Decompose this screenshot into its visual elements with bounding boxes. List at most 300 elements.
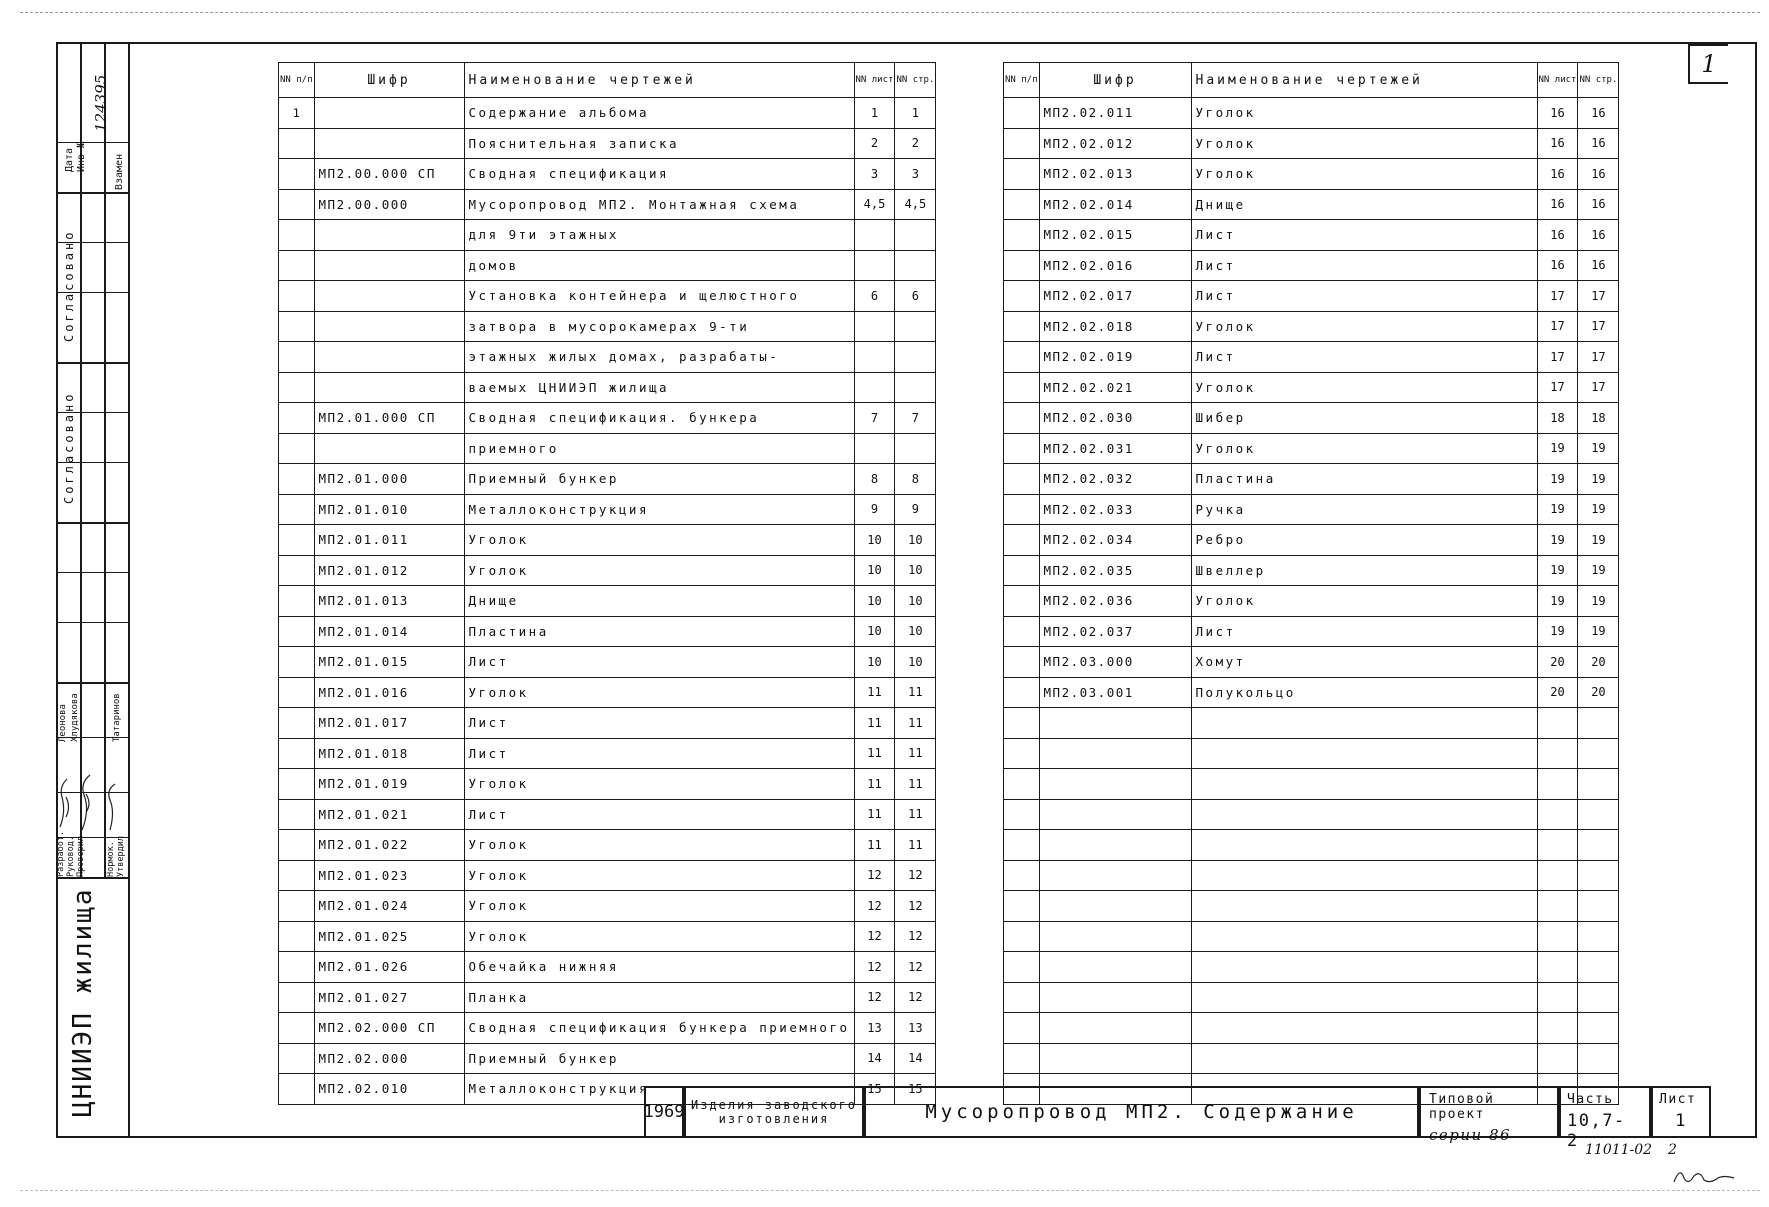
agreed-label-2: Согласовано — [62, 391, 76, 504]
footer-number: 2 — [1668, 1142, 1677, 1158]
row-title: домов — [464, 250, 854, 281]
row-code — [314, 372, 464, 403]
row-title — [1191, 891, 1537, 922]
table-row — [279, 891, 936, 922]
row-code: МП2.02.014 — [1039, 189, 1191, 220]
header-sheet: NN лист — [1537, 63, 1578, 98]
row-number — [279, 1043, 315, 1074]
row-number — [1004, 830, 1040, 861]
row-sheet: 11 — [854, 708, 895, 739]
table-row — [1004, 525, 1619, 556]
row-code — [1039, 860, 1191, 891]
row-page: 20 — [1578, 647, 1619, 678]
title-category: Изделия заводского изготовления — [690, 1098, 858, 1126]
row-title: Уголок — [464, 677, 854, 708]
row-number — [279, 159, 315, 190]
row-number — [1004, 860, 1040, 891]
row-number — [1004, 464, 1040, 495]
table-row — [279, 281, 936, 312]
row-code: МП2.02.011 — [1039, 98, 1191, 129]
row-code: МП2.01.018 — [314, 738, 464, 769]
row-page — [895, 220, 936, 251]
row-title: Лист — [464, 647, 854, 678]
row-code: МП2.00.000 — [314, 189, 464, 220]
row-number — [279, 891, 315, 922]
row-number — [1004, 250, 1040, 281]
row-page: 17 — [1578, 372, 1619, 403]
row-code: МП2.01.025 — [314, 921, 464, 952]
row-sheet: 11 — [854, 830, 895, 861]
row-number — [1004, 555, 1040, 586]
row-page: 10 — [895, 525, 936, 556]
row-sheet — [1537, 1043, 1578, 1074]
row-title: Уголок — [1191, 433, 1537, 464]
row-number — [279, 1074, 315, 1105]
table-row — [279, 586, 936, 617]
row-page: 11 — [895, 769, 936, 800]
row-title: Пояснительная записка — [464, 128, 854, 159]
row-sheet — [854, 311, 895, 342]
organization-name: ЦНИИЭП жилища — [68, 887, 98, 1117]
row-number — [1004, 342, 1040, 373]
row-number — [279, 220, 315, 251]
row-title: Уголок — [464, 830, 854, 861]
row-code: МП2.01.013 — [314, 586, 464, 617]
row-code — [1039, 891, 1191, 922]
row-code: МП2.02.035 — [1039, 555, 1191, 586]
row-page: 10 — [895, 586, 936, 617]
row-title: Ребро — [1191, 525, 1537, 556]
row-code: МП2.02.034 — [1039, 525, 1191, 556]
row-number — [279, 830, 315, 861]
row-sheet: 19 — [1537, 616, 1578, 647]
title-project-cell — [1419, 1086, 1559, 1144]
row-page — [895, 311, 936, 342]
row-sheet: 20 — [1537, 677, 1578, 708]
row-page: 16 — [1578, 220, 1619, 251]
row-code: МП2.02.033 — [1039, 494, 1191, 525]
row-code: МП2.02.015 — [1039, 220, 1191, 251]
row-number — [279, 311, 315, 342]
row-code — [1039, 738, 1191, 769]
role-developer: Разработ. — [56, 830, 66, 877]
row-sheet: 17 — [1537, 311, 1578, 342]
row-code — [314, 342, 464, 373]
row-page: 19 — [1578, 464, 1619, 495]
table-row — [1004, 220, 1619, 251]
table-row — [279, 464, 936, 495]
row-sheet: 8 — [854, 464, 895, 495]
row-sheet: 16 — [1537, 128, 1578, 159]
table-row — [279, 830, 936, 861]
row-sheet — [854, 342, 895, 373]
row-sheet — [1537, 708, 1578, 739]
row-code — [1039, 952, 1191, 983]
row-title: Хомут — [1191, 647, 1537, 678]
row-code — [314, 220, 464, 251]
row-number — [1004, 98, 1040, 129]
row-sheet: 12 — [854, 860, 895, 891]
row-number — [279, 494, 315, 525]
row-title: для 9ти этажных — [464, 220, 854, 251]
row-title: Днище — [1191, 189, 1537, 220]
table-row — [1004, 403, 1619, 434]
row-code: МП2.01.015 — [314, 647, 464, 678]
row-code: МП2.01.026 — [314, 952, 464, 983]
row-title — [1191, 708, 1537, 739]
row-sheet: 19 — [1537, 464, 1578, 495]
row-code: МП2.02.030 — [1039, 403, 1191, 434]
row-page: 19 — [1578, 616, 1619, 647]
row-sheet: 17 — [1537, 342, 1578, 373]
row-code: МП2.01.019 — [314, 769, 464, 800]
role-checker: Проверил — [76, 836, 86, 877]
row-page — [1578, 891, 1619, 922]
row-title: затвора в мусорокамерах 9-ти — [464, 311, 854, 342]
row-code: МП2.01.022 — [314, 830, 464, 861]
table-row — [279, 494, 936, 525]
title-main-cell — [864, 1086, 1419, 1138]
row-title: Уголок — [464, 555, 854, 586]
row-title: Сводная спецификация. бункера — [464, 403, 854, 434]
row-code: МП2.01.014 — [314, 616, 464, 647]
title-category-cell — [684, 1086, 864, 1138]
row-page: 17 — [1578, 311, 1619, 342]
row-number — [279, 860, 315, 891]
table-row — [1004, 769, 1619, 800]
table-row — [1004, 189, 1619, 220]
header-code: Шифр — [1039, 63, 1191, 98]
table-row — [1004, 616, 1619, 647]
row-sheet — [1537, 891, 1578, 922]
table-row — [279, 1043, 936, 1074]
row-page: 14 — [895, 1043, 936, 1074]
row-title: ваемых ЦНИИЭП жилища — [464, 372, 854, 403]
row-title — [1191, 921, 1537, 952]
header-page: NN стр. — [895, 63, 936, 98]
table-row — [279, 189, 936, 220]
title-part-label: Часть — [1567, 1092, 1614, 1107]
table-row — [1004, 647, 1619, 678]
table-row — [279, 433, 936, 464]
row-code: МП2.02.031 — [1039, 433, 1191, 464]
row-sheet: 3 — [854, 159, 895, 190]
table-row — [279, 708, 936, 739]
row-sheet: 4,5 — [854, 189, 895, 220]
row-title — [1191, 1013, 1537, 1044]
row-page — [895, 342, 936, 373]
row-sheet: 14 — [854, 1043, 895, 1074]
table-row — [1004, 799, 1619, 830]
row-number — [279, 372, 315, 403]
row-title: Мусоропровод МП2. Монтажная схема — [464, 189, 854, 220]
row-number — [1004, 921, 1040, 952]
row-sheet: 17 — [1537, 281, 1578, 312]
row-title: Уголок — [1191, 98, 1537, 129]
row-title — [1191, 738, 1537, 769]
row-code — [1039, 799, 1191, 830]
row-number — [1004, 1013, 1040, 1044]
row-page — [895, 250, 936, 281]
row-number — [1004, 311, 1040, 342]
title-year: 1969 — [643, 1102, 685, 1122]
row-title: Металлоконструкция — [464, 1074, 854, 1105]
row-code: МП2.01.016 — [314, 677, 464, 708]
row-code — [1039, 769, 1191, 800]
row-page: 11 — [895, 738, 936, 769]
row-title: Установка контейнера и щелюстного — [464, 281, 854, 312]
row-title: Уголок — [464, 891, 854, 922]
row-title — [1191, 982, 1537, 1013]
row-sheet: 15 — [854, 1074, 895, 1105]
row-page: 17 — [1578, 281, 1619, 312]
row-page: 20 — [1578, 677, 1619, 708]
table-row — [1004, 372, 1619, 403]
row-page: 19 — [1578, 586, 1619, 617]
row-title: Лист — [464, 708, 854, 739]
table-row — [1004, 891, 1619, 922]
row-sheet — [1537, 952, 1578, 983]
row-sheet: 7 — [854, 403, 895, 434]
table-row — [1004, 128, 1619, 159]
row-page — [1578, 738, 1619, 769]
row-title: Уголок — [1191, 311, 1537, 342]
row-sheet: 16 — [1537, 220, 1578, 251]
row-sheet: 6 — [854, 281, 895, 312]
row-page: 4,5 — [895, 189, 936, 220]
header-code: Шифр — [314, 63, 464, 98]
row-page: 1 — [895, 98, 936, 129]
header-name: Наименование чертежей — [464, 63, 854, 98]
row-title: Лист — [1191, 616, 1537, 647]
row-page: 8 — [895, 464, 936, 495]
row-title: Уголок — [1191, 159, 1537, 190]
row-number — [279, 464, 315, 495]
row-number — [279, 738, 315, 769]
row-sheet: 16 — [1537, 98, 1578, 129]
table-row — [279, 1013, 936, 1044]
row-number — [279, 647, 315, 678]
row-sheet: 1 — [854, 98, 895, 129]
row-number — [279, 982, 315, 1013]
row-sheet — [1537, 830, 1578, 861]
row-page: 18 — [1578, 403, 1619, 434]
row-sheet: 19 — [1537, 433, 1578, 464]
row-page — [1578, 799, 1619, 830]
row-sheet: 19 — [1537, 555, 1578, 586]
row-number — [1004, 403, 1040, 434]
table-row — [1004, 159, 1619, 190]
row-number — [279, 281, 315, 312]
row-page — [895, 433, 936, 464]
row-title: Уголок — [464, 921, 854, 952]
date-label: Дата — [64, 147, 75, 172]
row-code: МП2.02.036 — [1039, 586, 1191, 617]
row-title: Лист — [464, 799, 854, 830]
table-row — [1004, 250, 1619, 281]
row-sheet: 2 — [854, 128, 895, 159]
row-sheet: 11 — [854, 799, 895, 830]
row-number — [1004, 372, 1040, 403]
row-sheet — [1537, 921, 1578, 952]
row-title: Лист — [464, 738, 854, 769]
row-code: МП2.03.000 — [1039, 647, 1191, 678]
table-row — [279, 98, 936, 129]
row-title: Пластина — [1191, 464, 1537, 495]
row-code: МП2.01.021 — [314, 799, 464, 830]
row-number — [1004, 647, 1040, 678]
table-row — [279, 250, 936, 281]
row-title: Лист — [1191, 250, 1537, 281]
row-code: МП2.02.013 — [1039, 159, 1191, 190]
row-page: 9 — [895, 494, 936, 525]
row-code — [314, 128, 464, 159]
table-row — [279, 403, 936, 434]
table-row — [1004, 311, 1619, 342]
row-page — [1578, 982, 1619, 1013]
table-row — [1004, 342, 1619, 373]
row-title: Уголок — [464, 525, 854, 556]
row-page: 15 — [895, 1074, 936, 1105]
row-sheet: 12 — [854, 891, 895, 922]
row-number — [279, 799, 315, 830]
table-row — [279, 952, 936, 983]
row-code — [1039, 921, 1191, 952]
row-sheet — [854, 433, 895, 464]
row-title: Полукольцо — [1191, 677, 1537, 708]
table-row — [279, 677, 936, 708]
row-number — [1004, 891, 1040, 922]
corner-sheet-number: 1 — [1701, 50, 1717, 78]
row-number — [279, 677, 315, 708]
row-page: 10 — [895, 647, 936, 678]
row-code: МП2.02.017 — [1039, 281, 1191, 312]
row-page — [1578, 1013, 1619, 1044]
inventory-number: 124395 — [92, 74, 110, 132]
table-row — [1004, 708, 1619, 739]
row-code: МП2.01.000 — [314, 464, 464, 495]
header-num: NN п/п — [279, 63, 315, 98]
row-title: Уголок — [1191, 372, 1537, 403]
row-title — [1191, 1043, 1537, 1074]
title-sheet-label: Лист — [1659, 1092, 1697, 1107]
left-contents-table — [278, 62, 936, 1105]
row-number: 1 — [279, 98, 315, 129]
row-number — [279, 616, 315, 647]
row-title: Металлоконструкция — [464, 494, 854, 525]
table-row — [1004, 1043, 1619, 1074]
table-row — [1004, 281, 1619, 312]
row-code: МП2.02.012 — [1039, 128, 1191, 159]
row-title: Лист — [1191, 342, 1537, 373]
row-title: Содержание альбома — [464, 98, 854, 129]
row-number — [1004, 494, 1040, 525]
row-sheet: 13 — [854, 1013, 895, 1044]
table-row — [1004, 494, 1619, 525]
row-number — [279, 769, 315, 800]
name-tatarinov: Татаринов — [112, 693, 122, 742]
signatures — [56, 742, 130, 832]
table-row — [1004, 555, 1619, 586]
row-code — [314, 433, 464, 464]
row-sheet — [1537, 1013, 1578, 1044]
row-sheet: 20 — [1537, 647, 1578, 678]
row-page — [1578, 952, 1619, 983]
row-title: Уголок — [1191, 586, 1537, 617]
row-page: 11 — [895, 830, 936, 861]
right-contents-table — [1003, 62, 1619, 1105]
row-code: МП2.01.027 — [314, 982, 464, 1013]
row-sheet — [1537, 860, 1578, 891]
table-row — [1004, 677, 1619, 708]
row-number — [1004, 189, 1040, 220]
table-row — [279, 616, 936, 647]
row-number — [279, 250, 315, 281]
row-number — [1004, 1043, 1040, 1074]
row-number — [279, 555, 315, 586]
row-title — [1191, 952, 1537, 983]
row-code — [1039, 1013, 1191, 1044]
row-page: 13 — [895, 1013, 936, 1044]
row-page: 11 — [895, 708, 936, 739]
row-page: 3 — [895, 159, 936, 190]
table-row — [279, 159, 936, 190]
title-year-cell — [644, 1086, 684, 1138]
row-page: 19 — [1578, 555, 1619, 586]
table-row — [279, 525, 936, 556]
row-sheet: 9 — [854, 494, 895, 525]
row-sheet: 10 — [854, 586, 895, 617]
row-page: 12 — [895, 952, 936, 983]
row-code: МП2.02.018 — [1039, 311, 1191, 342]
row-page: 19 — [1578, 525, 1619, 556]
row-number — [279, 525, 315, 556]
header-num: NN п/п — [1004, 63, 1040, 98]
row-code — [314, 98, 464, 129]
row-title: Уголок — [464, 769, 854, 800]
row-sheet: 16 — [1537, 189, 1578, 220]
table-row — [279, 311, 936, 342]
row-sheet — [1537, 982, 1578, 1013]
row-sheet — [854, 220, 895, 251]
row-number — [279, 403, 315, 434]
row-number — [279, 433, 315, 464]
row-code: МП2.01.024 — [314, 891, 464, 922]
row-code: МП2.02.000 СП — [314, 1013, 464, 1044]
row-number — [279, 586, 315, 617]
row-title: Лист — [1191, 220, 1537, 251]
footer-signature — [1670, 1160, 1740, 1190]
row-code: МП2.01.010 — [314, 494, 464, 525]
row-number — [1004, 525, 1040, 556]
row-number — [1004, 769, 1040, 800]
row-page: 16 — [1578, 250, 1619, 281]
row-page: 16 — [1578, 128, 1619, 159]
role-normcontrol: Нормок. — [106, 841, 116, 877]
row-number — [1004, 982, 1040, 1013]
row-sheet: 10 — [854, 525, 895, 556]
row-title: Приемный бункер — [464, 1043, 854, 1074]
row-title: Приемный бункер — [464, 464, 854, 495]
row-page: 11 — [895, 799, 936, 830]
table-row — [1004, 586, 1619, 617]
table-row — [279, 555, 936, 586]
row-code — [314, 281, 464, 312]
name-leonova: Леонова — [58, 704, 68, 742]
table-row — [279, 372, 936, 403]
table-row — [279, 799, 936, 830]
row-code: МП2.01.011 — [314, 525, 464, 556]
